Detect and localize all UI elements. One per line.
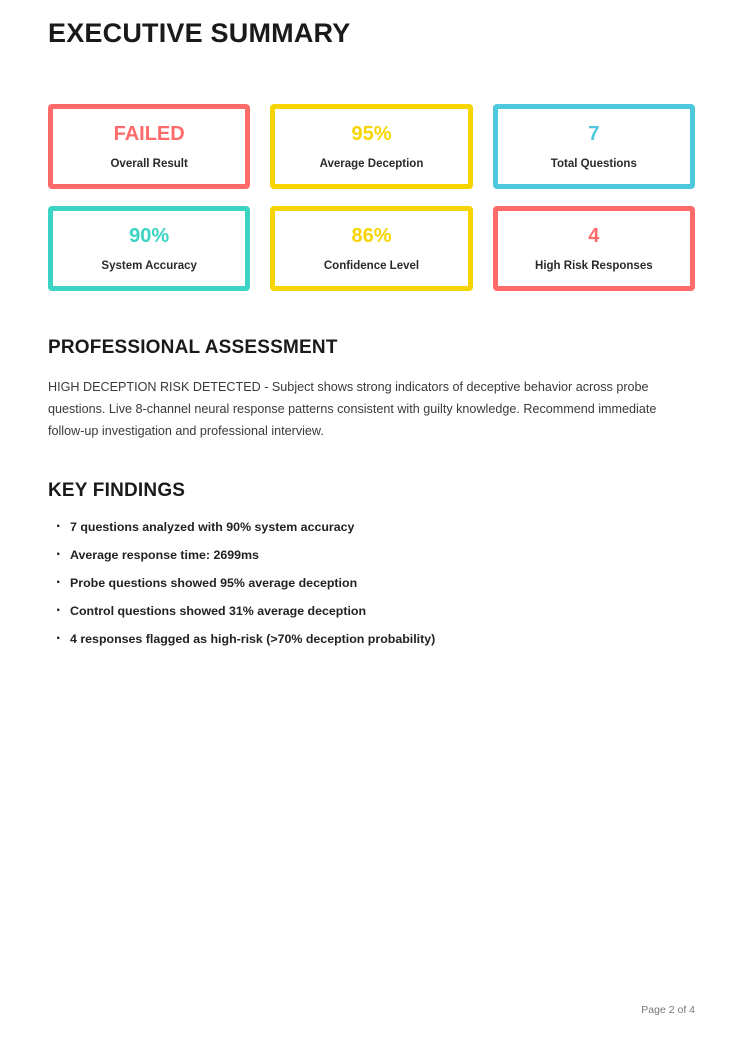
metric-label: High Risk Responses bbox=[535, 259, 653, 272]
metric-card-total-questions bbox=[493, 104, 695, 189]
metric-label: Average Deception bbox=[319, 157, 424, 170]
list-item: · Control questions showed 31% average deception bbox=[48, 604, 695, 618]
metrics-grid bbox=[48, 104, 695, 291]
page-title: EXECUTIVE SUMMARY bbox=[48, 18, 351, 48]
list-item: · Average response time: 2699ms bbox=[48, 548, 695, 562]
metric-value: FAILED bbox=[113, 122, 185, 145]
metric-label: Total Questions bbox=[550, 157, 637, 170]
metric-card-average-deception bbox=[270, 104, 472, 189]
metric-value: 4 bbox=[588, 224, 600, 247]
key-findings-list bbox=[48, 520, 695, 646]
metric-value: 86% bbox=[351, 224, 392, 247]
metric-value: 90% bbox=[129, 224, 170, 247]
list-item: · 7 questions analyzed with 90% system accuracy bbox=[48, 520, 695, 534]
assessment-body: HIGH DECEPTION RISK DETECTED - Subject shows strong indicators of deceptive behavior across probe questions. Live 8-channel neural response patterns consistent with guilty knowledge. Recommend immediate follow-up investigation and professional interview. bbox=[48, 380, 657, 439]
list-item: · 4 responses flagged as high-risk (>70% deception probability) bbox=[48, 632, 695, 646]
list-item: · Probe questions showed 95% average deception bbox=[48, 576, 695, 590]
metric-card-confidence-level bbox=[270, 206, 472, 291]
key-findings-heading: KEY FINDINGS bbox=[48, 480, 186, 502]
metric-card-overall-result bbox=[48, 104, 250, 189]
assessment-heading: PROFESSIONAL ASSESSMENT bbox=[48, 337, 338, 358]
metric-card-system-accuracy bbox=[48, 206, 250, 291]
key-findings-section bbox=[48, 480, 695, 646]
metric-label: System Accuracy bbox=[101, 259, 197, 272]
metric-card-high-risk-responses bbox=[493, 206, 695, 291]
professional-assessment-section bbox=[48, 337, 695, 442]
metric-value: 95% bbox=[351, 122, 392, 145]
page-footer: Page 2 of 4 bbox=[641, 1004, 695, 1016]
metric-value: 7 bbox=[588, 122, 600, 145]
metric-label: Overall Result bbox=[110, 157, 188, 170]
metric-label: Confidence Level bbox=[323, 259, 420, 272]
